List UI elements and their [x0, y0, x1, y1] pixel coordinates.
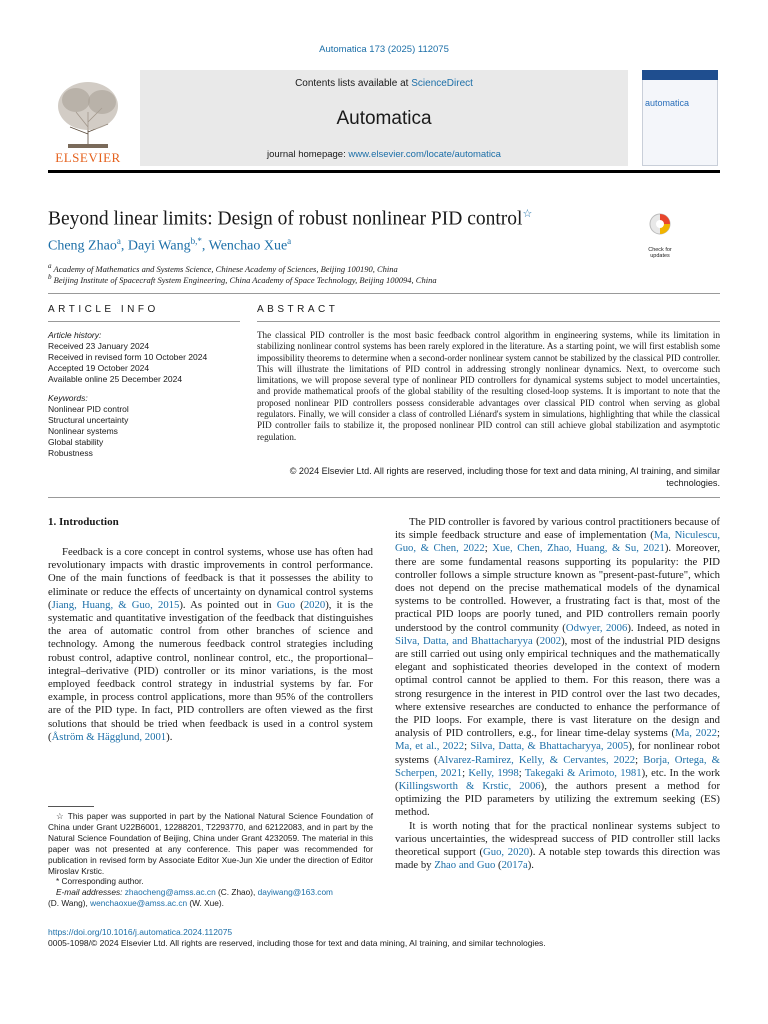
- email-owner: (W. Xue).: [187, 898, 224, 909]
- affiliation-sup: a: [48, 262, 52, 270]
- body-text: ;: [717, 727, 721, 740]
- header-rule: [48, 170, 720, 173]
- body-text: ), it is the systematic and quantitative investigation of the feedback that distinguishes the area of automatic control from other branches of science and technology. Among the numerous feedback control strategies including robust control, adaptive control, nonlinear control, etc., the proportional–integral–derivative (PID) controller or its minor variations, is the most employed feedback control strategy in industrial systems by far. For example, in process control applications, more than 95% of the controllers are of the PID type. In fact, PID controllers are often viewed as the first solutions that should be tried when feedback is used in a control system (: [48, 598, 374, 743]
- affiliation-sup: b: [48, 273, 52, 281]
- body-text: ).: [527, 859, 534, 872]
- body-text: (: [295, 598, 304, 611]
- author-name[interactable]: Cheng Zhao: [48, 238, 117, 254]
- citation-link[interactable]: Alvarez-Ramirez, Kelly, & Cervantes, 2022: [437, 753, 636, 766]
- keyword: Nonlinear PID control: [48, 404, 129, 414]
- section-rule: [48, 293, 720, 294]
- citation-link[interactable]: Jiang, Huang, & Guo, 2015: [51, 598, 180, 611]
- check-updates-icon: [640, 212, 680, 242]
- body-text: ). A notable step towards this direction was made by: [395, 846, 721, 872]
- author-separator: ,: [201, 238, 209, 254]
- funding-footnote-text: This paper was supported in part by the National Natural Science Foundation of China under Grant U22B6001, 12288201, T2293770, and 62122083, and in part by the Natural Science Foundation of Beijing, China under Grant 4232059. The material in this paper was not presented at any conference. This paper was recommended for publication in revised form by Associate Editor Xue-Jun Xie under the direction of Editor Miroslav Krstic.: [48, 811, 373, 876]
- corresponding-text: Corresponding author.: [61, 876, 144, 887]
- intro-paragraph: [395, 820, 720, 873]
- citation-link[interactable]: Xue, Chen, Zhao, Huang, & Su, 2021: [492, 542, 665, 555]
- email-link[interactable]: dayiwang@163.com: [257, 887, 333, 898]
- issn-copyright-line: 0005-1098/© 2024 Elsevier Ltd. All rights are reserved, including those for text and data mining, AI training, and similar technologies.: [48, 938, 546, 948]
- body-text: ;: [464, 740, 471, 753]
- keyword: Structural uncertainty: [48, 415, 129, 425]
- section-heading-introduction: 1. Introduction: [48, 516, 119, 528]
- history-item: Received 23 January 2024: [48, 341, 150, 351]
- citation-link[interactable]: Zhao and Guo: [434, 859, 496, 872]
- email-owner: (D. Wang),: [48, 898, 91, 909]
- citation-link[interactable]: Kelly, 1998: [468, 766, 519, 779]
- body-text: ), for nonlinear robot systems (: [395, 740, 720, 766]
- citation-link[interactable]: Borja, Ortega, & Scherpen, 2021: [395, 753, 720, 779]
- history-label: Article history:: [48, 330, 102, 340]
- citation-link[interactable]: Takegaki & Arimoto, 1981: [524, 766, 642, 779]
- body-column-right: [395, 516, 720, 872]
- homepage-link[interactable]: www.elsevier.com/locate/automatica: [348, 149, 501, 160]
- funding-footnote: [48, 811, 373, 876]
- body-text: ).: [166, 730, 173, 743]
- cover-title: automatica: [645, 98, 690, 108]
- citation-link[interactable]: Silva, Datta, & Bhattacharyya, 2005: [470, 740, 629, 753]
- author-name[interactable]: Dayi Wang: [127, 238, 191, 254]
- footnote-rule: [48, 806, 94, 807]
- contents-prefix: Contents lists available at: [295, 78, 412, 89]
- homepage-prefix: journal homepage:: [267, 149, 349, 160]
- check-for-updates-badge[interactable]: [640, 212, 680, 259]
- abstract-copyright: © 2024 Elsevier Ltd. All rights are reserved, including those for text and data mining, AI training, and similar technologies.: [289, 466, 720, 488]
- citation-link[interactable]: Ma, 2022: [675, 727, 718, 740]
- email-link[interactable]: wenchaoxue@amss.ac.cn: [90, 898, 188, 909]
- citation-link[interactable]: Guo, 2020: [483, 846, 530, 859]
- citation-link[interactable]: Silva, Datta, and Bhattacharyya: [395, 634, 533, 647]
- history-item: Received in revised form 10 October 2024: [48, 352, 208, 362]
- citation-link[interactable]: 2020: [303, 598, 326, 611]
- info-rule: [48, 321, 240, 322]
- body-text: ), most of the industrial PID designs are still carried out using only empirical techniques and the mathematically elegant and sophisticated theories developed in the context of modern optimal control cannot be applied to them. For this reason, there was a strong resurgence in the interest in PID control over the last two decades, where extensive researches are conducted to enhance the performance of the PID loops. For example, there is vast literature on the design and analysis of PID controllers, e.g., for linear time-delay systems (: [395, 634, 721, 740]
- abstract-rule: [257, 321, 720, 322]
- email-owner: (C. Zhao),: [215, 887, 258, 898]
- email-footnote: [48, 887, 373, 909]
- body-text: It is worth noting that for the practical nonlinear systems subject to various uncertainties, the widespread success of PID controller still lacks theoretical support (: [395, 819, 720, 859]
- elsevier-wordmark: ELSEVIER: [55, 150, 121, 165]
- author-separator: ,: [120, 238, 128, 254]
- citation-link[interactable]: 2002: [539, 634, 562, 647]
- keyword: Global stability: [48, 437, 104, 447]
- email-label: E-mail addresses:: [56, 887, 123, 898]
- body-text: ). Moreover, there are some fundamental reasons supporting its popularity: the PID controller follows a simple structure known as "present-past-future", which does not depend on the precise mathematical models of the dynamical systems to be controlled. However, a frustrating fact is that, most of the practical PID loops are poorly tuned, and PID controllers remain poorly understood by the control community (: [395, 542, 720, 634]
- affiliation: [48, 273, 437, 285]
- intro-paragraph: [48, 546, 373, 744]
- citation-link[interactable]: Odwyer, 2006: [565, 621, 628, 634]
- citation-link[interactable]: Ma, et al., 2022: [395, 740, 465, 753]
- cover-top-bar: [642, 70, 718, 80]
- footnote-star-mark: ☆: [56, 811, 65, 821]
- affiliation-text: Beijing Institute of Spacecraft System Engineering, China Academy of Space Technology, Beijing 100094, China: [53, 274, 437, 285]
- abstract-heading: ABSTRACT: [257, 304, 339, 315]
- author-sup: a: [287, 236, 292, 246]
- paper-title-text: Beyond linear limits: Design of robust nonlinear PID control: [48, 208, 523, 230]
- citation-link[interactable]: Guo: [276, 598, 296, 611]
- author-list: [48, 236, 291, 255]
- journal-reference[interactable]: Automatica 173 (2025) 112075: [319, 44, 449, 55]
- paper-title: [48, 207, 532, 231]
- body-text: (: [495, 859, 502, 872]
- sciencedirect-link[interactable]: ScienceDirect: [411, 78, 473, 89]
- body-text: ;: [635, 753, 644, 766]
- citation-link[interactable]: 2017a: [501, 859, 528, 872]
- body-text: ;: [484, 542, 493, 555]
- affiliation-text: Academy of Mathematics and Systems Science, Chinese Academy of Sciences, Beijing 100190, China: [53, 263, 398, 274]
- body-text: Feedback is a core concept in control systems, whose use has often had revolutionary impacts with drastic improvements in control performance. One of the main functions of feedback is that it possesses the ability to eliminate or reduce the effects of uncertainty on dynamical control systems (: [48, 546, 373, 611]
- body-text: ), the authors present a method for optimizing the PID parameters by utilizing the extremum seeking (ES) method.: [395, 780, 720, 819]
- history-item: Accepted 19 October 2024: [48, 363, 150, 373]
- author-sup: a: [116, 236, 121, 246]
- author-name[interactable]: Wenchao Xue: [208, 238, 288, 254]
- journal-cover-thumbnail[interactable]: [642, 70, 718, 166]
- keywords-label: Keywords:: [48, 393, 88, 403]
- body-text: ;: [462, 766, 469, 779]
- abstract-bottom-rule: [48, 497, 720, 498]
- citation-link[interactable]: Ma, Niculescu, Guo, & Chen, 2022: [395, 529, 720, 555]
- citation-link[interactable]: Åström & Hägglund, 2001: [51, 730, 167, 743]
- email-link[interactable]: zhaocheng@amss.ac.cn: [124, 887, 216, 898]
- body-text: ). As pointed out in: [179, 598, 277, 611]
- contents-line: [140, 78, 628, 89]
- keyword: Robustness: [48, 448, 93, 458]
- history-item: Available online 25 December 2024: [48, 374, 183, 384]
- body-text: (: [532, 634, 540, 647]
- body-text: The PID controller is favored by various control practitioners because of its simple feedback structure and ease of implementation (: [395, 516, 720, 542]
- abstract-body: The classical PID controller is the most basic feedback control algorithm in engineering systems, while its limitation in stabilizing nonlinear control systems has been rarely explored in the literature. As a starting point, we will first establish some impossibility theorems to determine when a second-order nonlinear system cannot be stabilized by the classical PID controller. This will illustrate the limitations of PID control in addressing strongly nonlinear dynamics. Next, to overcome such limitations, we will propose several type of nonlinear PID controllers for dynamical systems subject to model uncertainties, and provide mathematical proofs of the global stability of the resulting closed-loop systems. It is important to note that the proposed nonlinear PID controllers possess considerable advantages over classical PID control when serving as global regulators. Finally, we will consider a class of controlled Liénard's system in simulations, highlighting that while the classical PID controller fails to stabilize it, the proposed nonlinear PID control can still achieve global stabilization and asymptotic regulation.: [257, 330, 720, 442]
- body-text: ;: [518, 766, 525, 779]
- body-text: ). Indeed, as noted in: [627, 621, 720, 634]
- journal-title: Automatica: [336, 108, 432, 129]
- keyword: Nonlinear systems: [48, 426, 118, 436]
- corresponding-footnote: * Corresponding author.: [56, 876, 144, 887]
- body-text: ), etc. In the work (: [395, 766, 720, 793]
- homepage-line: [140, 149, 628, 160]
- body-column-left: [48, 546, 373, 744]
- footnotes: [48, 811, 373, 909]
- doi-link[interactable]: https://doi.org/10.1016/j.automatica.2024.112075: [48, 927, 233, 937]
- title-footnote-mark[interactable]: ☆: [522, 208, 533, 220]
- author-sup: b,*: [190, 236, 202, 246]
- check-updates-label: Check for updates: [648, 247, 672, 259]
- article-info-heading: ARTICLE INFO: [48, 304, 159, 315]
- intro-paragraph: [395, 516, 720, 820]
- citation-link[interactable]: Killingsworth & Krstic, 2006: [398, 780, 541, 793]
